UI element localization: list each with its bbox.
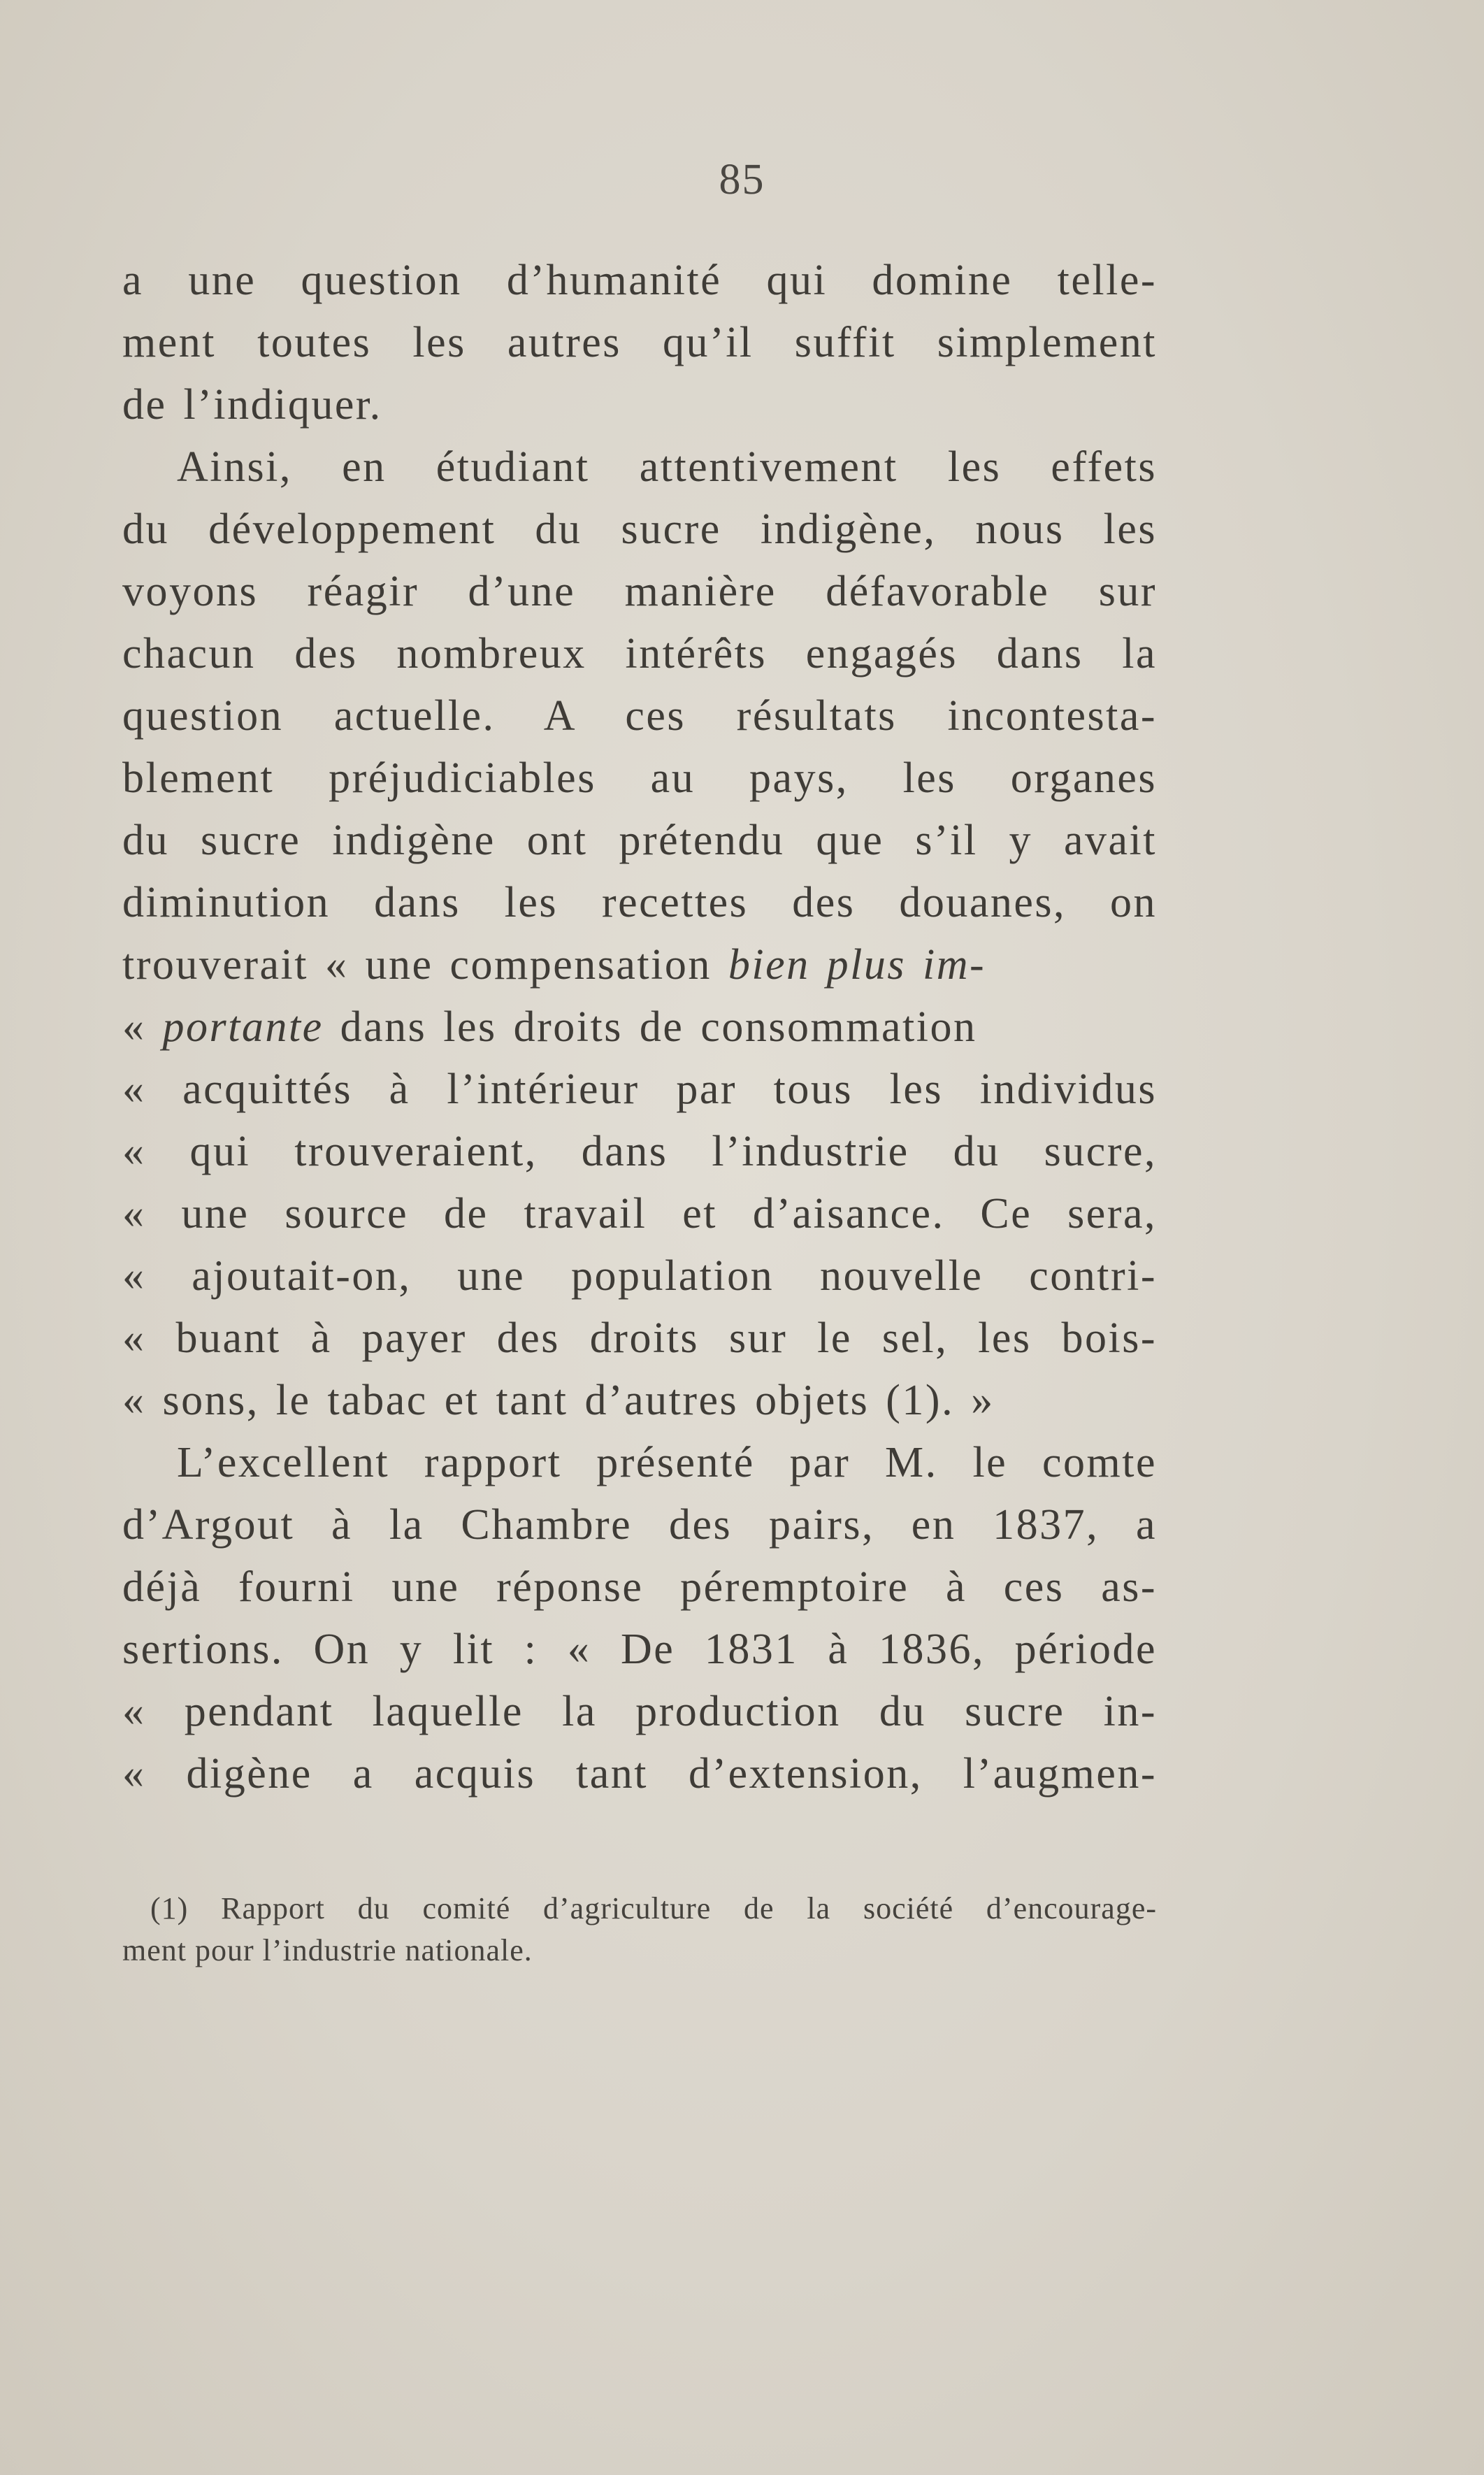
- footnote-line: (1) Rapport du comité d’agriculture de la société d’encourage-: [150, 1891, 1157, 1925]
- italic-text: portante: [162, 1003, 324, 1051]
- text-line: chacun des nombreux intérêts engagés dans la: [122, 630, 1157, 677]
- text-line: « digène a acquis tant d’extension, l’augmen-: [122, 1750, 1157, 1798]
- text-line: déjà fourni une réponse péremptoire à ces as-: [122, 1563, 1157, 1611]
- text-line: « pendant laquelle la production du sucre in-: [122, 1688, 1157, 1735]
- text-line: de l’indiquer.: [122, 381, 382, 429]
- page-number: 85: [719, 156, 765, 203]
- quote-mark: «: [122, 1003, 163, 1051]
- text-line: L’excellent rapport présenté par M. le comte: [177, 1439, 1157, 1486]
- text-line: d’Argout à la Chambre des pairs, en 1837, a: [122, 1501, 1157, 1549]
- text-line: « acquittés à l’intérieur par tous les individus: [122, 1066, 1157, 1113]
- italic-text: bien plus im-: [728, 941, 986, 989]
- text-line: du développement du sucre indigène, nous les: [122, 505, 1157, 553]
- text-line: « sons, le tabac et tant d’autres objets (1). »: [122, 1377, 995, 1424]
- text-line: Ainsi, en étudiant attentivement les effets: [177, 443, 1157, 491]
- text-line: blement préjudiciables au pays, les organes: [122, 754, 1157, 802]
- text-line: voyons réagir d’une manière défavorable sur: [122, 568, 1157, 615]
- text-line: du sucre indigène ont prétendu que s’il y avait: [122, 817, 1157, 864]
- text-run: trouverait « une compensation: [122, 941, 712, 989]
- text-line: « une source de travail et d’aisance. Ce sera,: [122, 1190, 1157, 1238]
- text-line: [122, 934, 1157, 996]
- footnote: [122, 1888, 1157, 1972]
- text-line: « buant à payer des droits sur le sel, les bois-: [122, 1314, 1157, 1362]
- body-text: [122, 250, 1157, 1805]
- text-line: diminution dans les recettes des douanes, on: [122, 879, 1157, 926]
- text-run: dans les droits de consommation: [323, 1003, 977, 1051]
- text-line: a une question d’humanité qui domine telle-: [122, 257, 1157, 304]
- text-line: [122, 996, 1157, 1059]
- text-line: « qui trouveraient, dans l’industrie du sucre,: [122, 1128, 1157, 1175]
- text-line: sertions. On y lit : « De 1831 à 1836, période: [122, 1626, 1157, 1673]
- text-line: ment toutes les autres qu’il suffit simplement: [122, 319, 1157, 366]
- footnote-line: ment pour l’industrie nationale.: [122, 1933, 533, 1967]
- text-line: « ajoutait-on, une population nouvelle contri-: [122, 1252, 1157, 1300]
- text-line: question actuelle. A ces résultats incontesta-: [122, 692, 1157, 740]
